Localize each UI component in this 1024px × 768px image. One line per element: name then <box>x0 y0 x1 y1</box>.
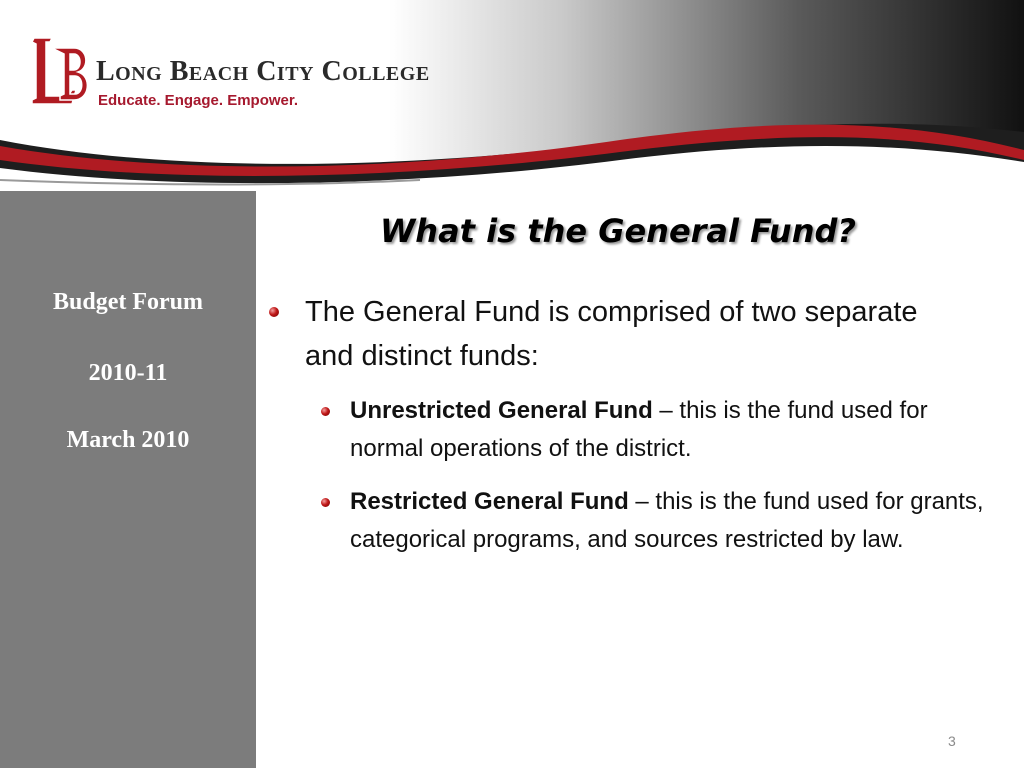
sub-item-unrestricted <box>350 392 990 468</box>
lbcc-monogram-icon <box>30 34 94 108</box>
sub-bullet-icon <box>321 407 330 416</box>
sub-item-term: Restricted General Fund <box>350 488 629 515</box>
sidebar <box>0 191 256 768</box>
sidebar-event-title: Budget Forum <box>53 289 203 315</box>
sub-bullet-icon <box>321 498 330 507</box>
sidebar-date: March 2010 <box>66 427 190 453</box>
college-name: Long Beach City College <box>96 56 430 87</box>
bullet-icon <box>269 307 279 317</box>
slide-title: What is the General Fund? <box>380 212 856 250</box>
college-logo <box>30 34 510 114</box>
college-tagline: Educate. Engage. Empower. <box>98 92 299 109</box>
sub-item-restricted <box>350 483 990 559</box>
bullet-main-text: The General Fund is comprised of two separate and distinct funds: <box>305 296 918 372</box>
sidebar-fiscal-year: 2010-11 <box>88 360 168 386</box>
page-number: 3 <box>948 733 956 749</box>
sub-item-term: Unrestricted General Fund <box>350 397 653 424</box>
sub-item-description: – this is the fund used for grants, categorical programs, and sources restricted by law. <box>350 488 984 553</box>
sub-item-description: – this is the fund used for normal operations of the district. <box>350 397 928 462</box>
